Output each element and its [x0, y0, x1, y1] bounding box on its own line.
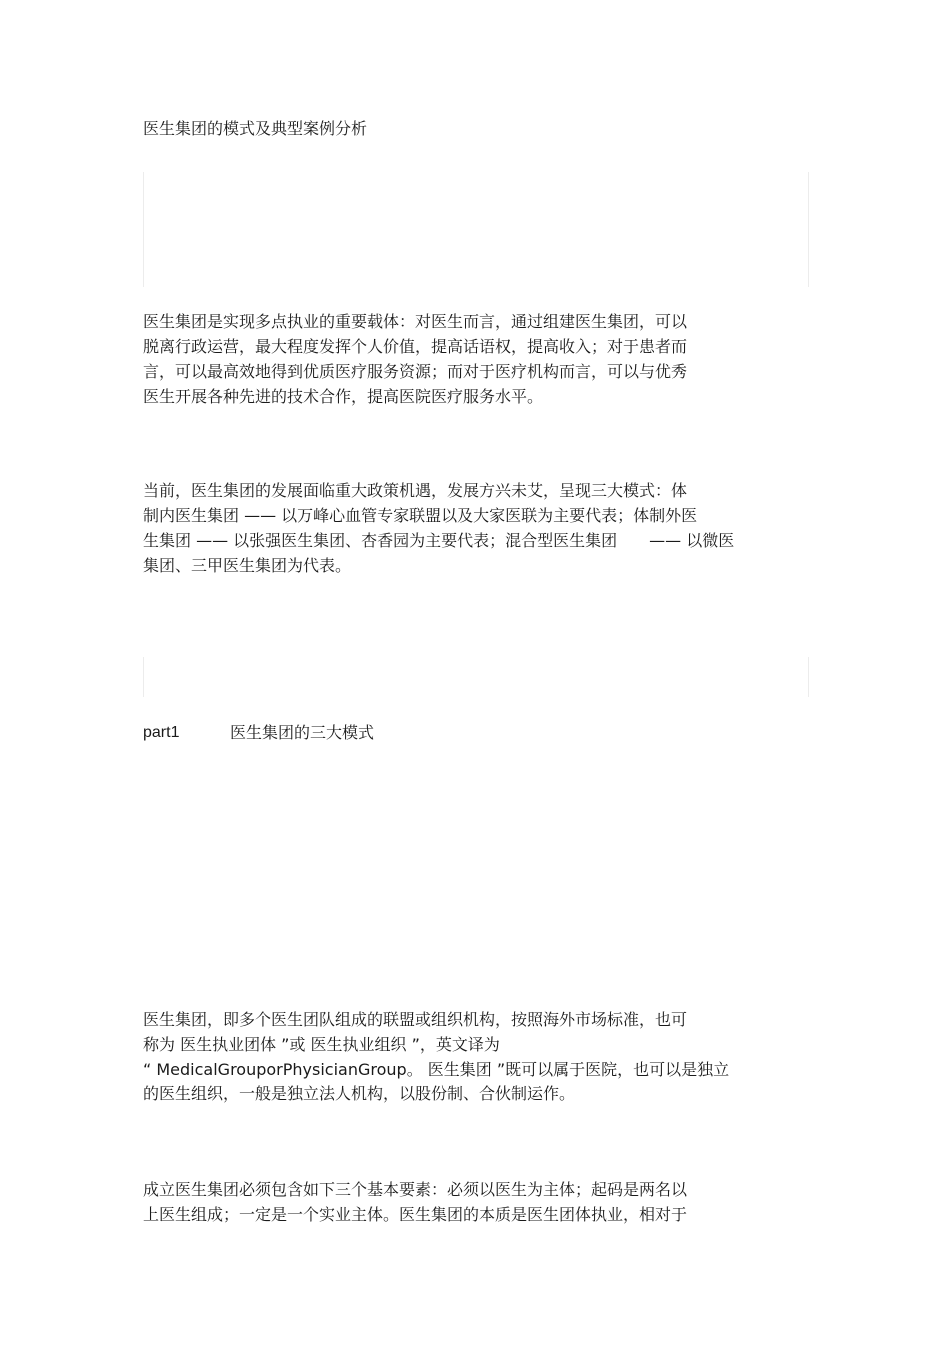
- paragraph-line: 集团、三甲医生集团为代表。: [143, 556, 352, 575]
- embedded-frame: [143, 172, 809, 287]
- paragraph-line: 的医生组织，一般是独立法人机构，以股份制、合伙制运作。: [143, 1084, 576, 1103]
- paragraph-line: 言，可以最高效地得到优质医疗服务资源；而对于医疗机构而言，可以与优秀: [143, 362, 688, 381]
- paragraph-line: 称为 医生执业团体 ”或 医生执业组织 ”，英文译为: [143, 1035, 500, 1054]
- paragraph-line: 医生集团是实现多点执业的重要载体：对医生而言，通过组建医生集团，可以: [143, 312, 688, 331]
- embedded-frame: [143, 657, 809, 697]
- paragraph-line: 生集团 —— 以张强医生集团、杏香园为主要代表；混合型医生集团 —— 以微医: [143, 531, 735, 550]
- paragraph-line: 脱离行政运营，最大程度发挥个人价值，提高话语权，提高收入；对于患者而: [143, 337, 688, 356]
- paragraph-line: 成立医生集团必须包含如下三个基本要素：必须以医生为主体；起码是两名以: [143, 1180, 688, 1199]
- paragraph-line: 医生开展各种先进的技术合作，提高医院医疗服务水平。: [143, 387, 544, 406]
- paragraph-line: 上医生组成；一定是一个实业主体。医生集团的本质是医生团体执业，相对于: [143, 1205, 688, 1224]
- paragraph-line: 当前，医生集团的发展面临重大政策机遇，发展方兴未艾，呈现三大模式：体: [143, 481, 688, 500]
- section-heading: 医生集团的三大模式: [230, 723, 375, 742]
- paragraph-line: “ MedicalGrouporPhysicianGroup。 医生集团 ”既可以属于医院，也可以是独立: [143, 1060, 730, 1079]
- paragraph-line: 制内医生集团 —— 以万峰心血管专家联盟以及大家医联为主要代表；体制外医: [143, 506, 698, 525]
- paragraph-line: 医生集团，即多个医生团队组成的联盟或组织机构，按照海外市场标准，也可: [143, 1010, 688, 1029]
- section-label: part1: [143, 724, 180, 741]
- document-title: 医生集团的模式及典型案例分析: [143, 119, 368, 138]
